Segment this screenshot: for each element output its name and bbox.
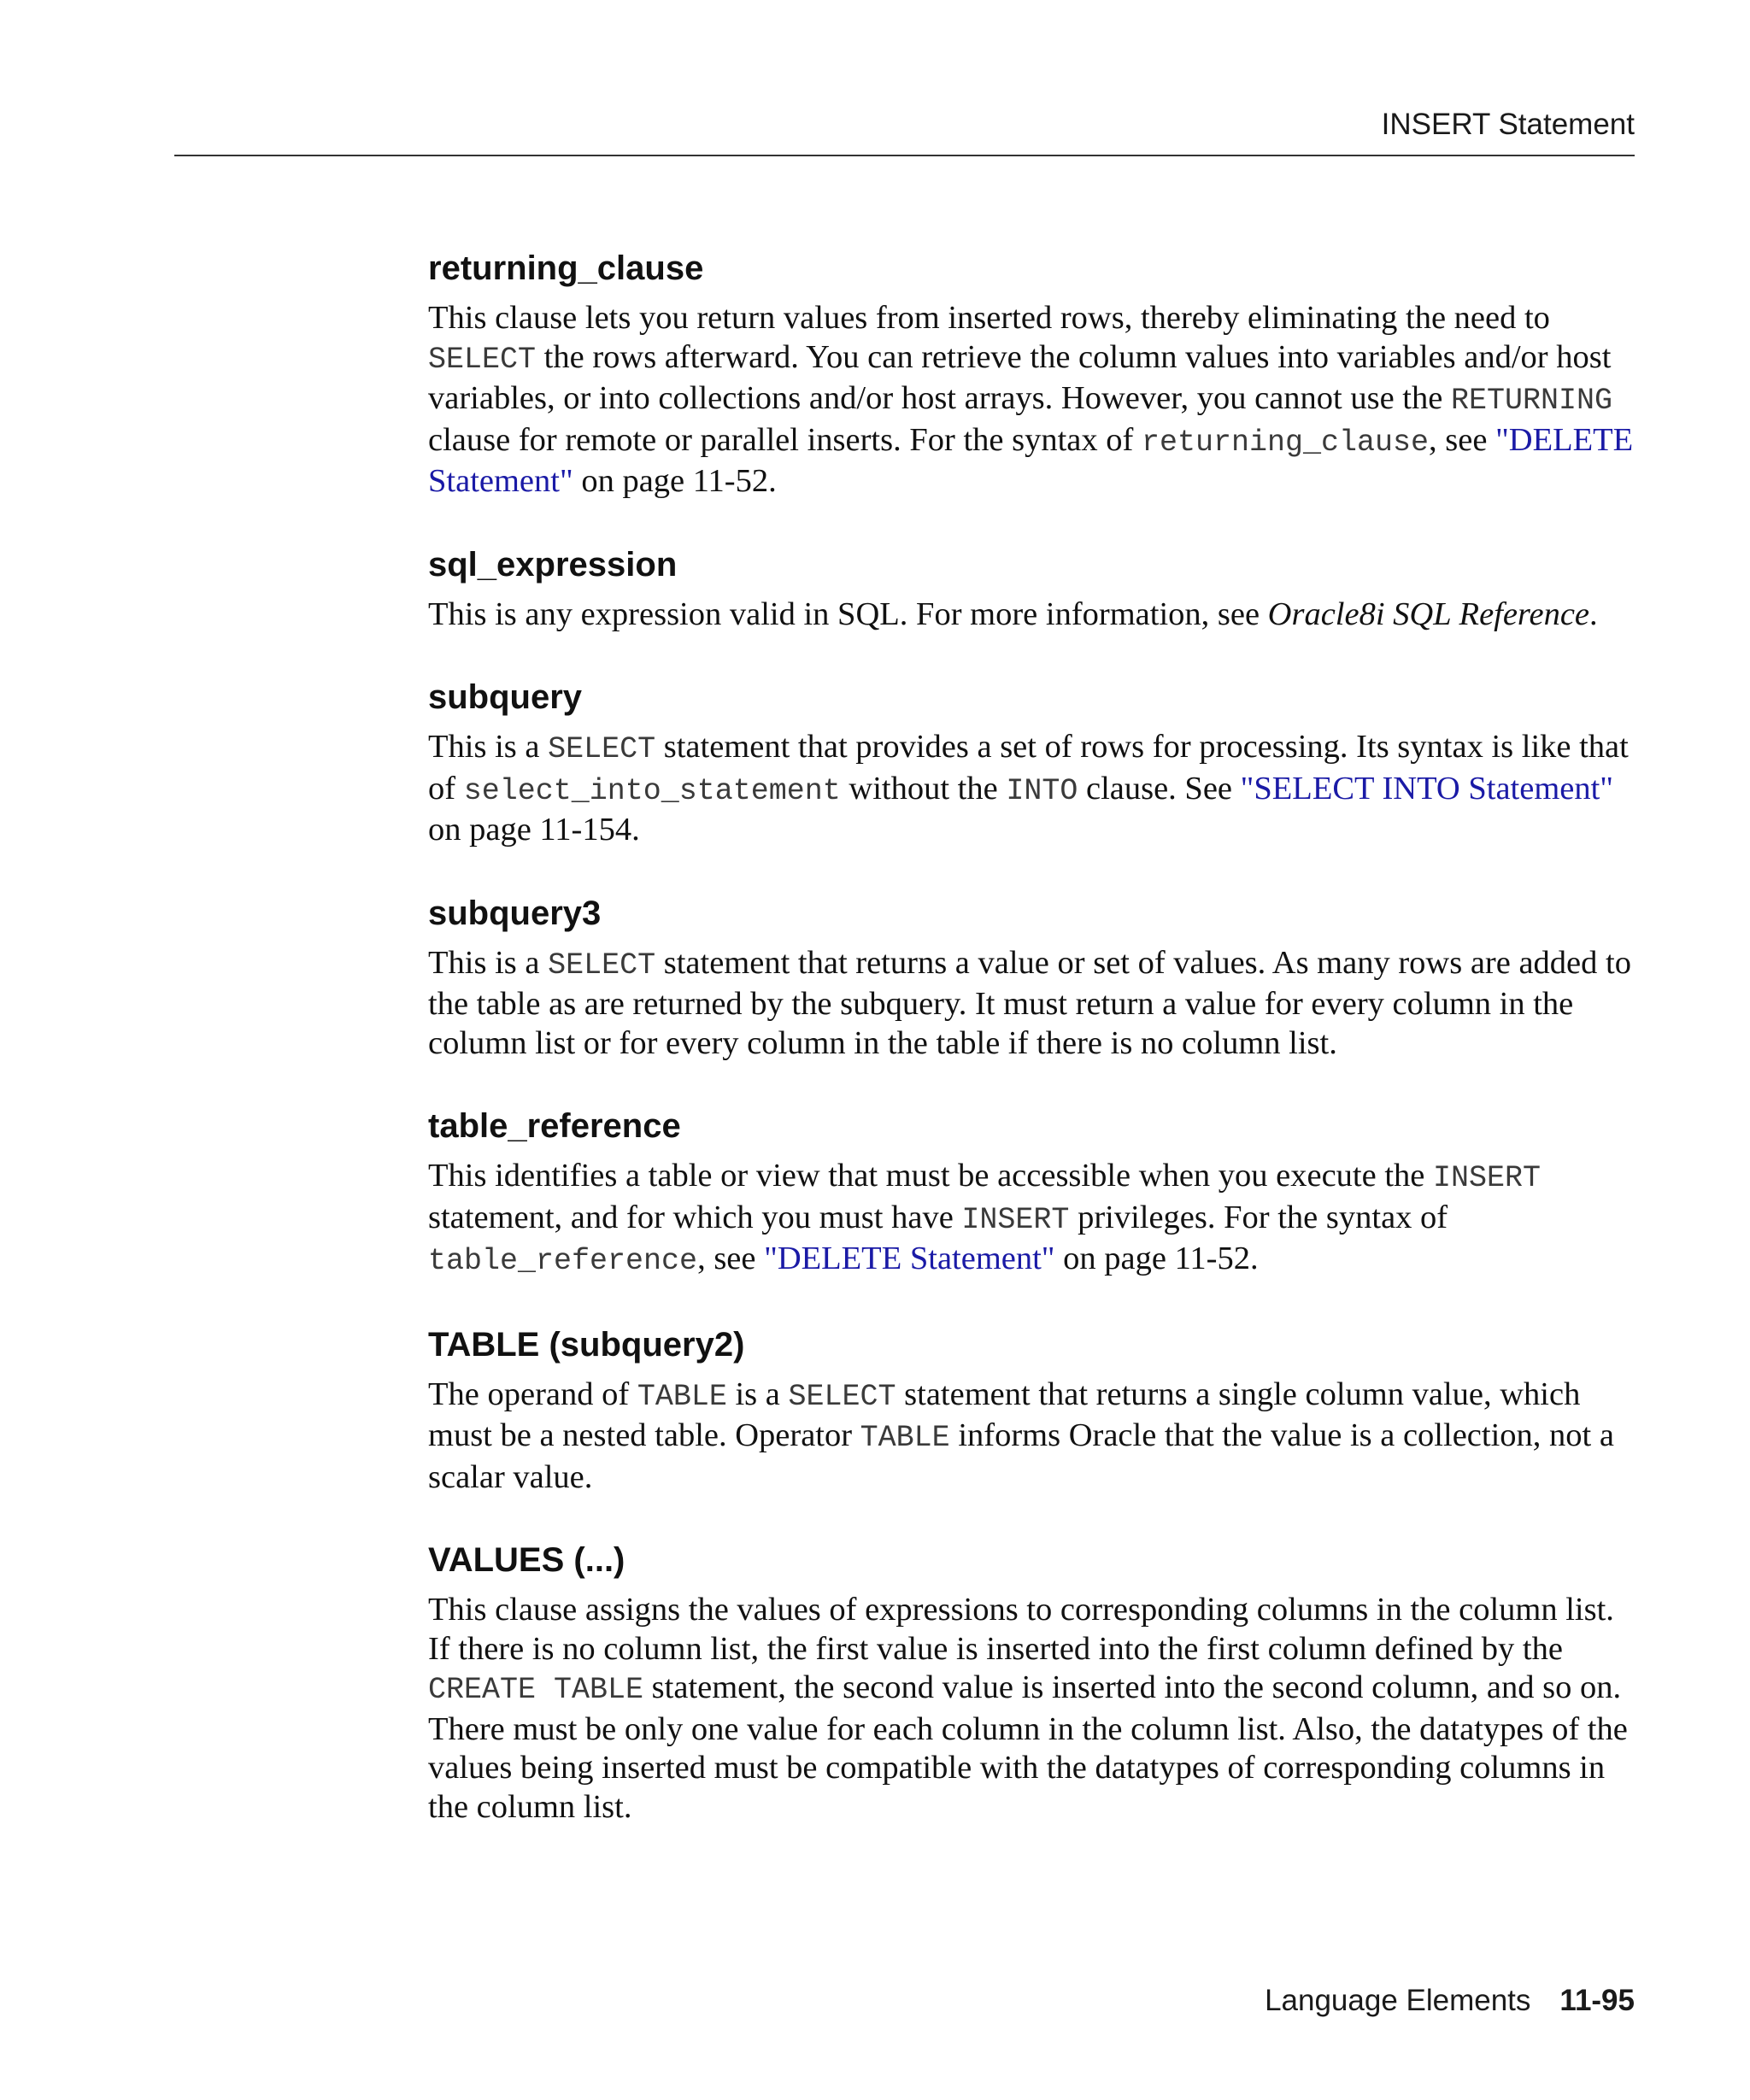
section-body bbox=[428, 299, 1641, 502]
code-term: SELECT bbox=[548, 732, 656, 766]
body-text: statement that returns a value or set of values. As many rows are added to the table as are returned by the subquery. It must return a value for every column in the column list or for every column in the table if there is no column list. bbox=[428, 944, 1631, 1061]
body-text: without the bbox=[840, 770, 1007, 807]
section-heading: VALUES (...) bbox=[428, 1541, 625, 1579]
code-term: SELECT bbox=[428, 342, 537, 377]
section-returning-clause bbox=[428, 246, 1641, 502]
body-text: on page 11-52. bbox=[573, 463, 777, 499]
body-text: clause for remote or parallel inserts. For the syntax of bbox=[428, 421, 1142, 458]
body-text: clause. See bbox=[1078, 770, 1241, 807]
section-heading: table_reference bbox=[428, 1107, 681, 1145]
body-text: is a bbox=[726, 1376, 789, 1412]
body-text: . bbox=[1589, 595, 1598, 632]
body-text: statement, and for which you must have bbox=[428, 1199, 962, 1235]
section-body bbox=[428, 1157, 1641, 1282]
body-text: informs Oracle that the value is a collection, not a scalar value. bbox=[428, 1417, 1614, 1495]
body-text: statement that returns a single column value, which must be a nested table. Operator bbox=[428, 1376, 1581, 1453]
section-values bbox=[428, 1538, 1641, 1827]
code-term: TABLE bbox=[860, 1421, 950, 1455]
code-term: select_into_statement bbox=[463, 773, 841, 808]
body-text: This clause lets you return values from inserted rows, thereby eliminating the need to bbox=[428, 300, 1550, 336]
body-text: This is a bbox=[428, 944, 549, 981]
footer-page-number: 11-95 bbox=[1559, 1984, 1635, 2017]
xref-link-select-into-statement[interactable]: "SELECT INTO Statement" bbox=[1240, 770, 1614, 807]
section-heading: subquery bbox=[428, 678, 583, 716]
body-text: statement, the second value is inserted into the second column, and so on. There must be only one value for each column in the column list. Also, the datatypes of the values being inserted must be compatible with the datatypes of corresponding columns in the column list. bbox=[428, 1669, 1628, 1825]
body-text: This identifies a table or view that must be accessible when you execute the bbox=[428, 1158, 1433, 1194]
section-heading: sql_expression bbox=[428, 545, 678, 584]
code-term: INTO bbox=[1006, 773, 1078, 808]
body-text: on page 11-52. bbox=[1054, 1241, 1259, 1276]
section-table-reference bbox=[428, 1104, 1641, 1282]
code-term: CREATE TABLE bbox=[428, 1673, 644, 1707]
section-sql-expression bbox=[428, 543, 1641, 635]
code-term: SELECT bbox=[788, 1379, 896, 1414]
code-term: INSERT bbox=[961, 1202, 1070, 1237]
body-text: statement that provides a set of rows for processing. Its syntax is like that of bbox=[428, 729, 1629, 807]
code-term: table_reference bbox=[428, 1244, 698, 1278]
xref-link-delete-statement[interactable]: "DELETE Statement" bbox=[764, 1241, 1055, 1276]
section-body bbox=[428, 1376, 1641, 1498]
section-body bbox=[428, 1591, 1641, 1827]
xref-link-delete-statement[interactable]: "DELETE Statement" bbox=[428, 421, 1634, 499]
body-text: This is any expression valid in SQL. For more information, see bbox=[428, 595, 1268, 632]
body-text: The operand of bbox=[428, 1376, 637, 1412]
body-text: the rows afterward. You can retrieve the column values into variables and/or host variables, or into collections and/or host arrays. However, you cannot use the bbox=[428, 338, 1612, 416]
section-subquery bbox=[428, 675, 1641, 850]
code-term: INSERT bbox=[1433, 1161, 1542, 1195]
header-rule bbox=[174, 155, 1635, 156]
page-footer bbox=[1265, 1984, 1635, 2018]
code-term: SELECT bbox=[548, 947, 656, 983]
section-body bbox=[428, 728, 1641, 850]
code-term: RETURNING bbox=[1450, 384, 1612, 418]
body-text: This is a bbox=[428, 729, 549, 765]
footer-chapter-title: Language Elements bbox=[1265, 1984, 1531, 2017]
body-text: , see bbox=[697, 1241, 765, 1276]
body-text: This clause assigns the values of expressions to corresponding columns in the column list. If there is no column list, the first value is inserted into the first column defined by the bbox=[428, 1592, 1614, 1667]
body-text: privileges. For the syntax of bbox=[1069, 1199, 1448, 1235]
body-text: , see bbox=[1429, 421, 1496, 458]
section-heading: returning_clause bbox=[428, 249, 704, 287]
code-term: TABLE bbox=[637, 1379, 727, 1414]
code-term: returning_clause bbox=[1141, 425, 1430, 460]
section-table-subquery2 bbox=[428, 1323, 1641, 1498]
section-body bbox=[428, 944, 1641, 1064]
section-heading: TABLE (subquery2) bbox=[428, 1325, 745, 1364]
section-subquery3 bbox=[428, 891, 1641, 1064]
body-text: on page 11-154. bbox=[428, 812, 640, 848]
book-title: Oracle8i SQL Reference bbox=[1267, 595, 1590, 632]
section-heading: subquery3 bbox=[428, 894, 602, 932]
page-content bbox=[428, 246, 1641, 1868]
running-header: INSERT Statement bbox=[1381, 108, 1635, 141]
section-body bbox=[428, 595, 1641, 635]
